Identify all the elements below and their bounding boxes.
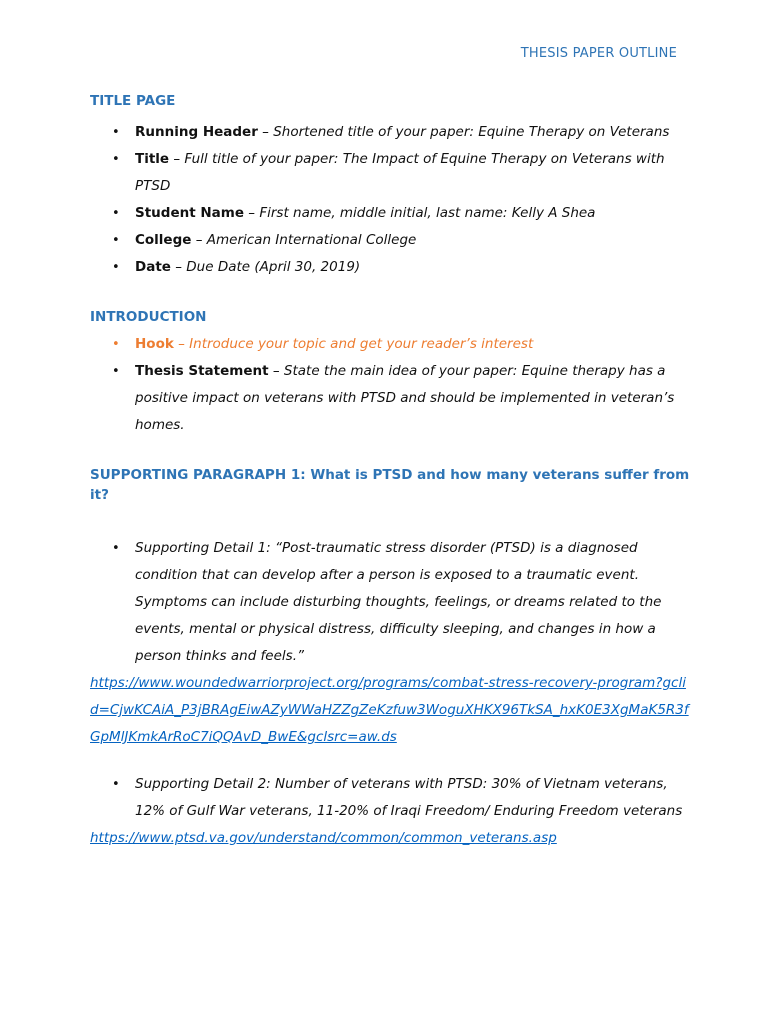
- item-desc: – Shortened title of your paper: Equine Therapy on Veterans: [257, 124, 670, 140]
- section-heading-supporting-1: [90, 465, 690, 505]
- item-label: Student Name: [135, 205, 245, 221]
- bullet-icon: •: [112, 233, 120, 248]
- source-link-2[interactable]: https://www.ptsd.va.gov/understand/common/common_veterans.asp: [90, 830, 557, 846]
- supporting-detail-list-2: [90, 771, 690, 825]
- supporting-detail-1: [90, 535, 690, 670]
- item-label: College: [135, 232, 192, 248]
- bullet-icon: •: [112, 206, 120, 221]
- section-heading-introduction: INTRODUCTION: [90, 309, 207, 325]
- bullet-icon: •: [112, 125, 120, 140]
- detail-text: Supporting Detail 1: “Post-traumatic stress disorder (PTSD) is a diagnosed condition that can develop after a person is exposed to a traumatic event. Symptoms can include disturbing thoughts, feelings, or dreams related to the events, mental or physical distress, difficulty sleeping, and changes in how a person thinks and feels.”: [135, 540, 662, 664]
- list-item: [90, 200, 690, 227]
- list-item-thesis: [90, 358, 690, 439]
- source-link-1[interactable]: https://www.woundedwarriorproject.org/programs/combat-stress-recovery-program?gclid=CjwKCAiA_P3jBRAgEiwAZyWWaHZZgZeKzfuw3WoguXHKX96TkSA_hxK0E3XgMaK5R3fGpMlJKmkArRoC7iQQAvD_BwE&gclsrc=aw.ds: [90, 675, 689, 745]
- list-item-hook: [90, 331, 690, 358]
- supporting-heading-question: : What is PTSD and how many veterans suffer from it?: [90, 467, 690, 503]
- item-label: Hook: [135, 336, 174, 352]
- item-desc: – First name, middle initial, last name: Kelly A Shea: [244, 205, 596, 221]
- bullet-icon: •: [112, 152, 120, 167]
- supporting-detail-2: [90, 771, 690, 825]
- item-label: Title: [135, 151, 170, 167]
- list-item: [90, 146, 690, 200]
- item-label: Thesis Statement: [135, 363, 269, 379]
- title-page-list: [90, 119, 690, 281]
- detail-text: Supporting Detail 2: Number of veterans with PTSD: 30% of Vietnam veterans, 12% of Gulf War veterans, 11-20% of Iraqi Freedom/ Enduring Freedom veterans: [135, 776, 683, 819]
- list-item: [90, 119, 690, 146]
- bullet-icon: •: [112, 541, 120, 556]
- introduction-list: [90, 331, 690, 439]
- item-desc: – Introduce your topic and get your reader’s interest: [173, 336, 534, 352]
- bullet-icon: •: [112, 364, 120, 379]
- section-heading-title-page: TITLE PAGE: [90, 93, 176, 109]
- list-item: [90, 254, 690, 281]
- document-body: [90, 91, 690, 852]
- item-desc: – Due Date (April 30, 2019): [170, 259, 361, 275]
- bullet-icon: •: [112, 337, 120, 352]
- document-header: THESIS PAPER OUTLINE: [520, 46, 677, 61]
- item-desc: – State the main idea of your paper: Equine therapy has a positive impact on veterans with PTSD and should be implemented in veteran’s homes.: [135, 363, 675, 433]
- item-desc: – Full title of your paper: The Impact of Equine Therapy on Veterans with PTSD: [135, 151, 665, 194]
- bullet-icon: •: [112, 260, 120, 275]
- item-desc: – American International College: [191, 232, 417, 248]
- item-label: Running Header: [135, 124, 258, 140]
- bullet-icon: •: [112, 777, 120, 792]
- list-item: [90, 227, 690, 254]
- supporting-detail-list-1: [90, 535, 690, 670]
- supporting-heading-label: SUPPORTING PARAGRAPH 1: [90, 467, 301, 483]
- item-label: Date: [135, 259, 171, 275]
